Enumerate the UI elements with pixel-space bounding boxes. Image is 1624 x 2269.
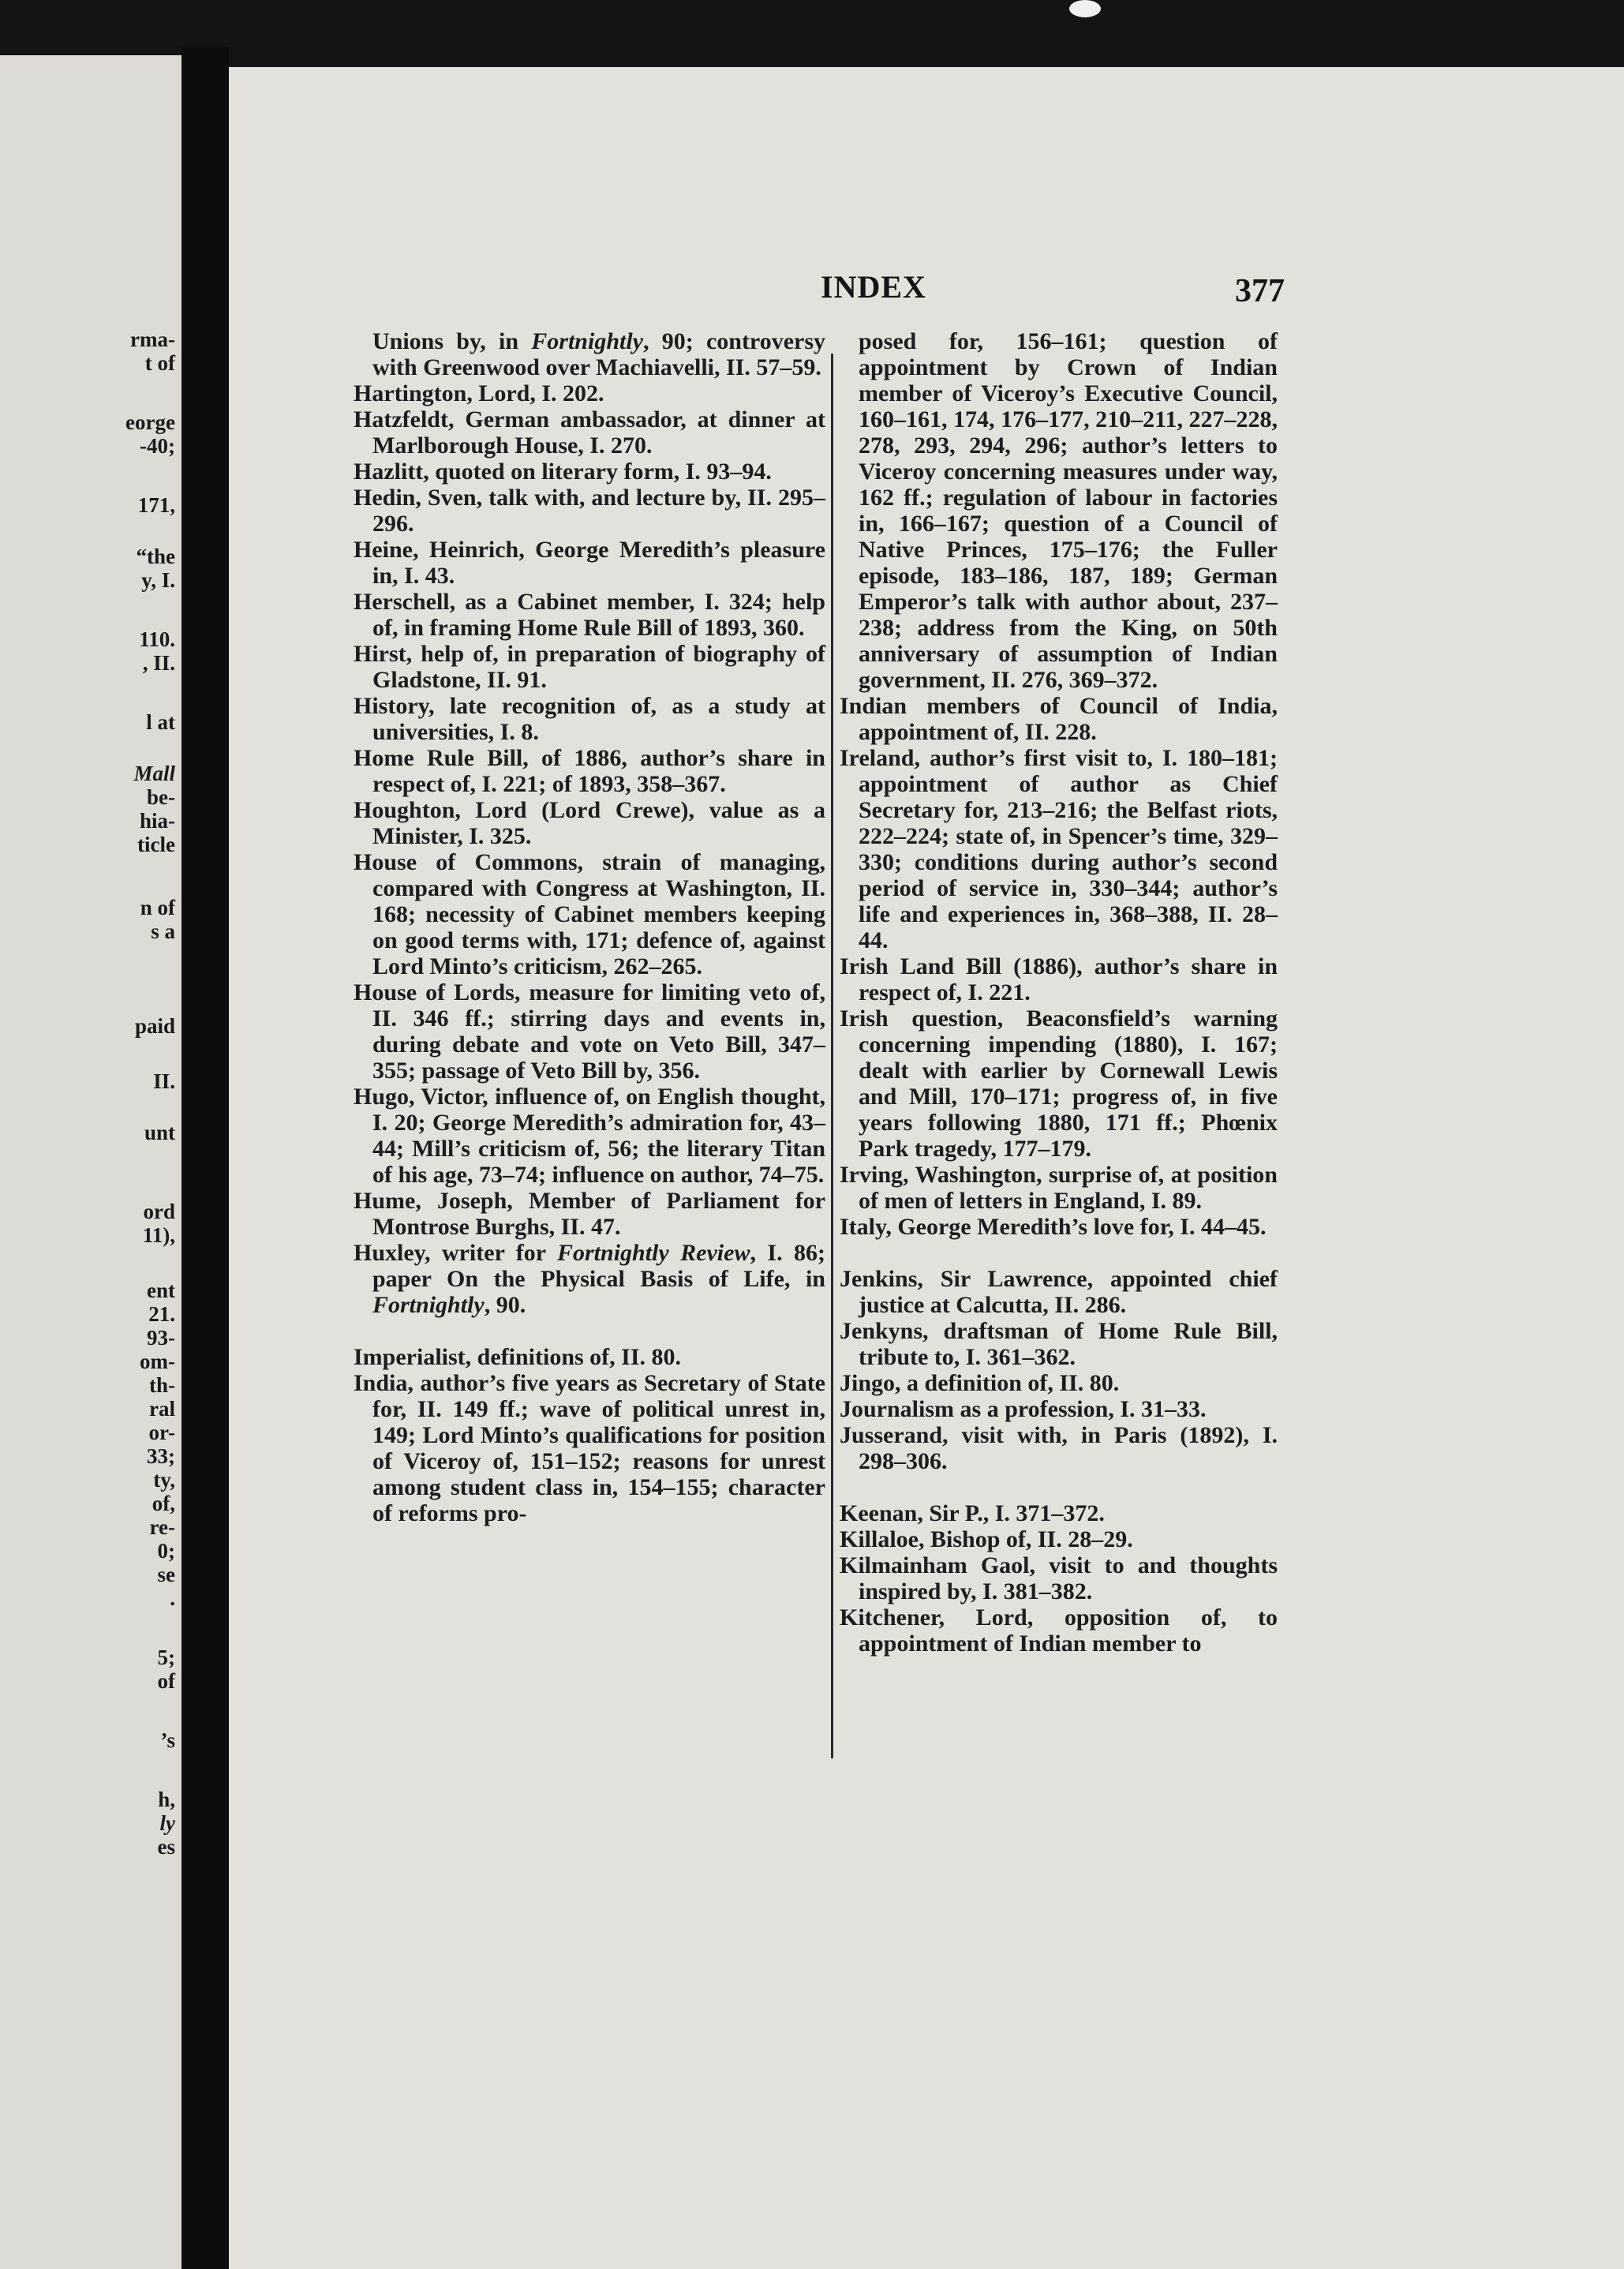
facing-page-fragment: paid xyxy=(134,1014,175,1038)
facing-page-fragment: 11), xyxy=(142,1223,175,1247)
index-entry: Hume, Joseph, Member of Parliament for Montrose Burghs, II. 47. xyxy=(354,1188,825,1240)
book-gutter xyxy=(181,47,229,2269)
facing-page-fragment: y, I. xyxy=(141,568,175,592)
index-entry: Jenkyns, draftsman of Home Rule Bill, tribute to, I. 361–362. xyxy=(840,1318,1278,1370)
index-entry: Hugo, Victor, influence of, on English thought, I. 20; George Meredith’s admiration for, 43–44; Mill’s criticism of, 56; the literary Titan of his age, 73–74; influence on author, 74–75. xyxy=(354,1084,825,1188)
index-entry: Indian members of Council of India, appointment of, II. 228. xyxy=(840,693,1278,745)
facing-page-fragment: or- xyxy=(148,1421,175,1444)
facing-page-fragment: th- xyxy=(149,1373,175,1397)
index-entry: History, late recognition of, as a study at universities, I. 8. xyxy=(354,693,825,745)
left-page-edge xyxy=(0,55,181,2269)
facing-page-fragment: , II. xyxy=(142,651,175,675)
index-entry: Houghton, Lord (Lord Crewe), value as a Minister, I. 325. xyxy=(354,797,825,849)
index-entry: posed for, 156–161; question of appointment by Crown of Indian member of Viceroy’s Executive Council, 160–161, 174, 176–177, 210–211, 227–228, 278, 293, 294, 296; author’s letters to Viceroy concerning measures under way, 162 ff.; regulation of labour in factories in, 166–167; question of a Council of Native Princes, 175–176; the Fuller episode, 183–186, 187, 189; German Emperor’s talk with author about, 237–238; address from the King, on 50th anniversary of assumption of Indian government, II. 276, 369–372. xyxy=(859,328,1278,693)
scan-speck xyxy=(1069,0,1101,17)
facing-page-fragment: 110. xyxy=(139,627,175,651)
facing-page-fragment: . xyxy=(170,1586,175,1610)
index-entry: Hazlitt, quoted on literary form, I. 93–94. xyxy=(354,459,772,485)
facing-page-fragment: se xyxy=(157,1563,175,1586)
index-entry: Unions by, in Fortnightly, 90; controversy with Greenwood over Machiavelli, II. 57–59. xyxy=(372,328,826,380)
facing-page-fragment: l at xyxy=(146,710,175,734)
facing-page-fragment: ral xyxy=(149,1397,175,1421)
index-entry: Hatzfeldt, German ambassador, at dinner at Marlborough House, I. 270. xyxy=(354,406,825,459)
index-entry: Herschell, as a Cabinet member, I. 324; help of, in framing Home Rule Bill of 1893, 360. xyxy=(354,589,825,641)
index-entry: Heine, Heinrich, George Meredith’s pleasure in, I. 43. xyxy=(354,537,825,589)
facing-page-fragment: unt xyxy=(144,1121,175,1144)
index-entry: Irish question, Beaconsfield’s warning concerning impending (1880), I. 167; dealt with earlier by Cornewall Lewis and Mill, 170–171; progress of, in five years following 1880, 171 ff.; Phœnix Park tragedy, 177–179. xyxy=(840,1005,1278,1162)
index-entry: Irving, Washington, surprise of, at position of men of letters in England, I. 89. xyxy=(840,1162,1278,1214)
facing-page-fragment: ticle xyxy=(137,833,175,856)
facing-page-fragment: rma- xyxy=(130,328,175,351)
facing-page-fragment: 33; xyxy=(147,1444,175,1468)
index-entry: Keenan, Sir P., I. 371–372. xyxy=(840,1500,1105,1526)
facing-page-fragment: h, xyxy=(158,1788,175,1811)
index-entry: Hartington, Lord, I. 202. xyxy=(354,380,604,406)
index-entry: Journalism as a profession, I. 31–33. xyxy=(840,1396,1207,1422)
facing-page-fragment: ent xyxy=(147,1279,175,1302)
index-entry: Irish Land Bill (1886), author’s share in respect of, I. 221. xyxy=(840,953,1278,1005)
running-head: INDEX xyxy=(821,269,926,305)
index-entry: Kilmainham Gaol, visit to and thoughts inspired by, I. 381–382. xyxy=(840,1552,1278,1604)
index-column-left xyxy=(354,328,825,1526)
facing-page-fragment: s a xyxy=(151,919,175,943)
facing-page-fragment: 171, xyxy=(137,493,175,517)
facing-page-fragment: om- xyxy=(140,1350,175,1373)
facing-page-fragment: ’s xyxy=(160,1728,175,1752)
facing-page-fragment: of xyxy=(157,1669,175,1693)
index-entry: Kitchener, Lord, opposition of, to appointment of Indian member to xyxy=(840,1604,1278,1657)
index-entry: Home Rule Bill, of 1886, author’s share in respect of, I. 221; of 1893, 358–367. xyxy=(354,745,825,797)
index-entry: Killaloe, Bishop of, II. 28–29. xyxy=(840,1526,1133,1552)
facing-page-fragment: II. xyxy=(153,1069,175,1093)
index-entry: Imperialist, definitions of, II. 80. xyxy=(354,1344,682,1370)
facing-page-fragment: “the xyxy=(136,545,175,568)
facing-page-fragment: ty, xyxy=(153,1468,175,1492)
index-entry: Ireland, author’s first visit to, I. 180–181; appointment of author as Chief Secretary for, 213–216; the Belfast riots, 222–224; state of, in Spencer’s time, 329–330; conditions during author’s second period of service in, 330–344; author’s life and experiences in, 368–388, II. 28–44. xyxy=(840,745,1278,953)
index-entry: Jusserand, visit with, in Paris (1892), I. 298–306. xyxy=(840,1422,1278,1474)
index-entry: India, author’s five years as Secretary of State for, II. 149 ff.; wave of political unrest in, 149; Lord Minto’s qualifications for position of Viceroy of, 151–152; reasons for unrest among student class in, 154–155; character of reforms pro- xyxy=(354,1370,825,1526)
index-column-right xyxy=(840,328,1278,1657)
facing-page-fragment: ord xyxy=(143,1200,175,1223)
facing-page-fragment: 0; xyxy=(157,1539,175,1563)
facing-page-fragment: 5; xyxy=(157,1646,175,1669)
facing-page-fragment: ly xyxy=(159,1811,175,1835)
index-entry: House of Lords, measure for limiting veto of, II. 346 ff.; stirring days and events in, during debate and vote on Veto Bill, 347–355; passage of Veto Bill by, 356. xyxy=(354,979,825,1084)
facing-page-fragment: Mall xyxy=(133,762,175,785)
facing-page-fragment: n of xyxy=(140,896,175,919)
facing-page-fragment: t of xyxy=(144,351,175,375)
index-entry: Hirst, help of, in preparation of biography of Gladstone, II. 91. xyxy=(354,641,825,693)
index-entry: Huxley, writer for Fortnightly Review, I. 86; paper On the Physical Basis of Life, in Fortnightly, 90. xyxy=(354,1240,825,1318)
facing-page-fragment: re- xyxy=(149,1515,175,1539)
facing-page-fragment: eorge xyxy=(125,410,175,434)
index-entry: Hedin, Sven, talk with, and lecture by, II. 295–296. xyxy=(354,485,825,537)
index-entry: Jenkins, Sir Lawrence, appointed chief justice at Calcutta, II. 286. xyxy=(840,1266,1278,1318)
page-number: 377 xyxy=(1235,273,1285,309)
facing-page-fragment: 93- xyxy=(147,1326,175,1350)
index-entry: Italy, George Meredith’s love for, I. 44–45. xyxy=(840,1214,1267,1240)
facing-page-fragment: be- xyxy=(147,785,175,809)
facing-page-fragment: hia- xyxy=(139,809,175,833)
column-divider xyxy=(831,354,833,1758)
facing-page-fragment: 21. xyxy=(148,1302,175,1326)
facing-page-fragment: -40; xyxy=(140,434,175,458)
index-entry: House of Commons, strain of managing, compared with Congress at Washington, II. 168; necessity of Cabinet members keeping on good terms with, 171; defence of, against Lord Minto’s criticism, 262–265. xyxy=(354,849,825,979)
facing-page-fragment: of, xyxy=(152,1492,175,1515)
facing-page-fragment: es xyxy=(157,1835,175,1859)
index-entry: Jingo, a definition of, II. 80. xyxy=(840,1370,1120,1396)
